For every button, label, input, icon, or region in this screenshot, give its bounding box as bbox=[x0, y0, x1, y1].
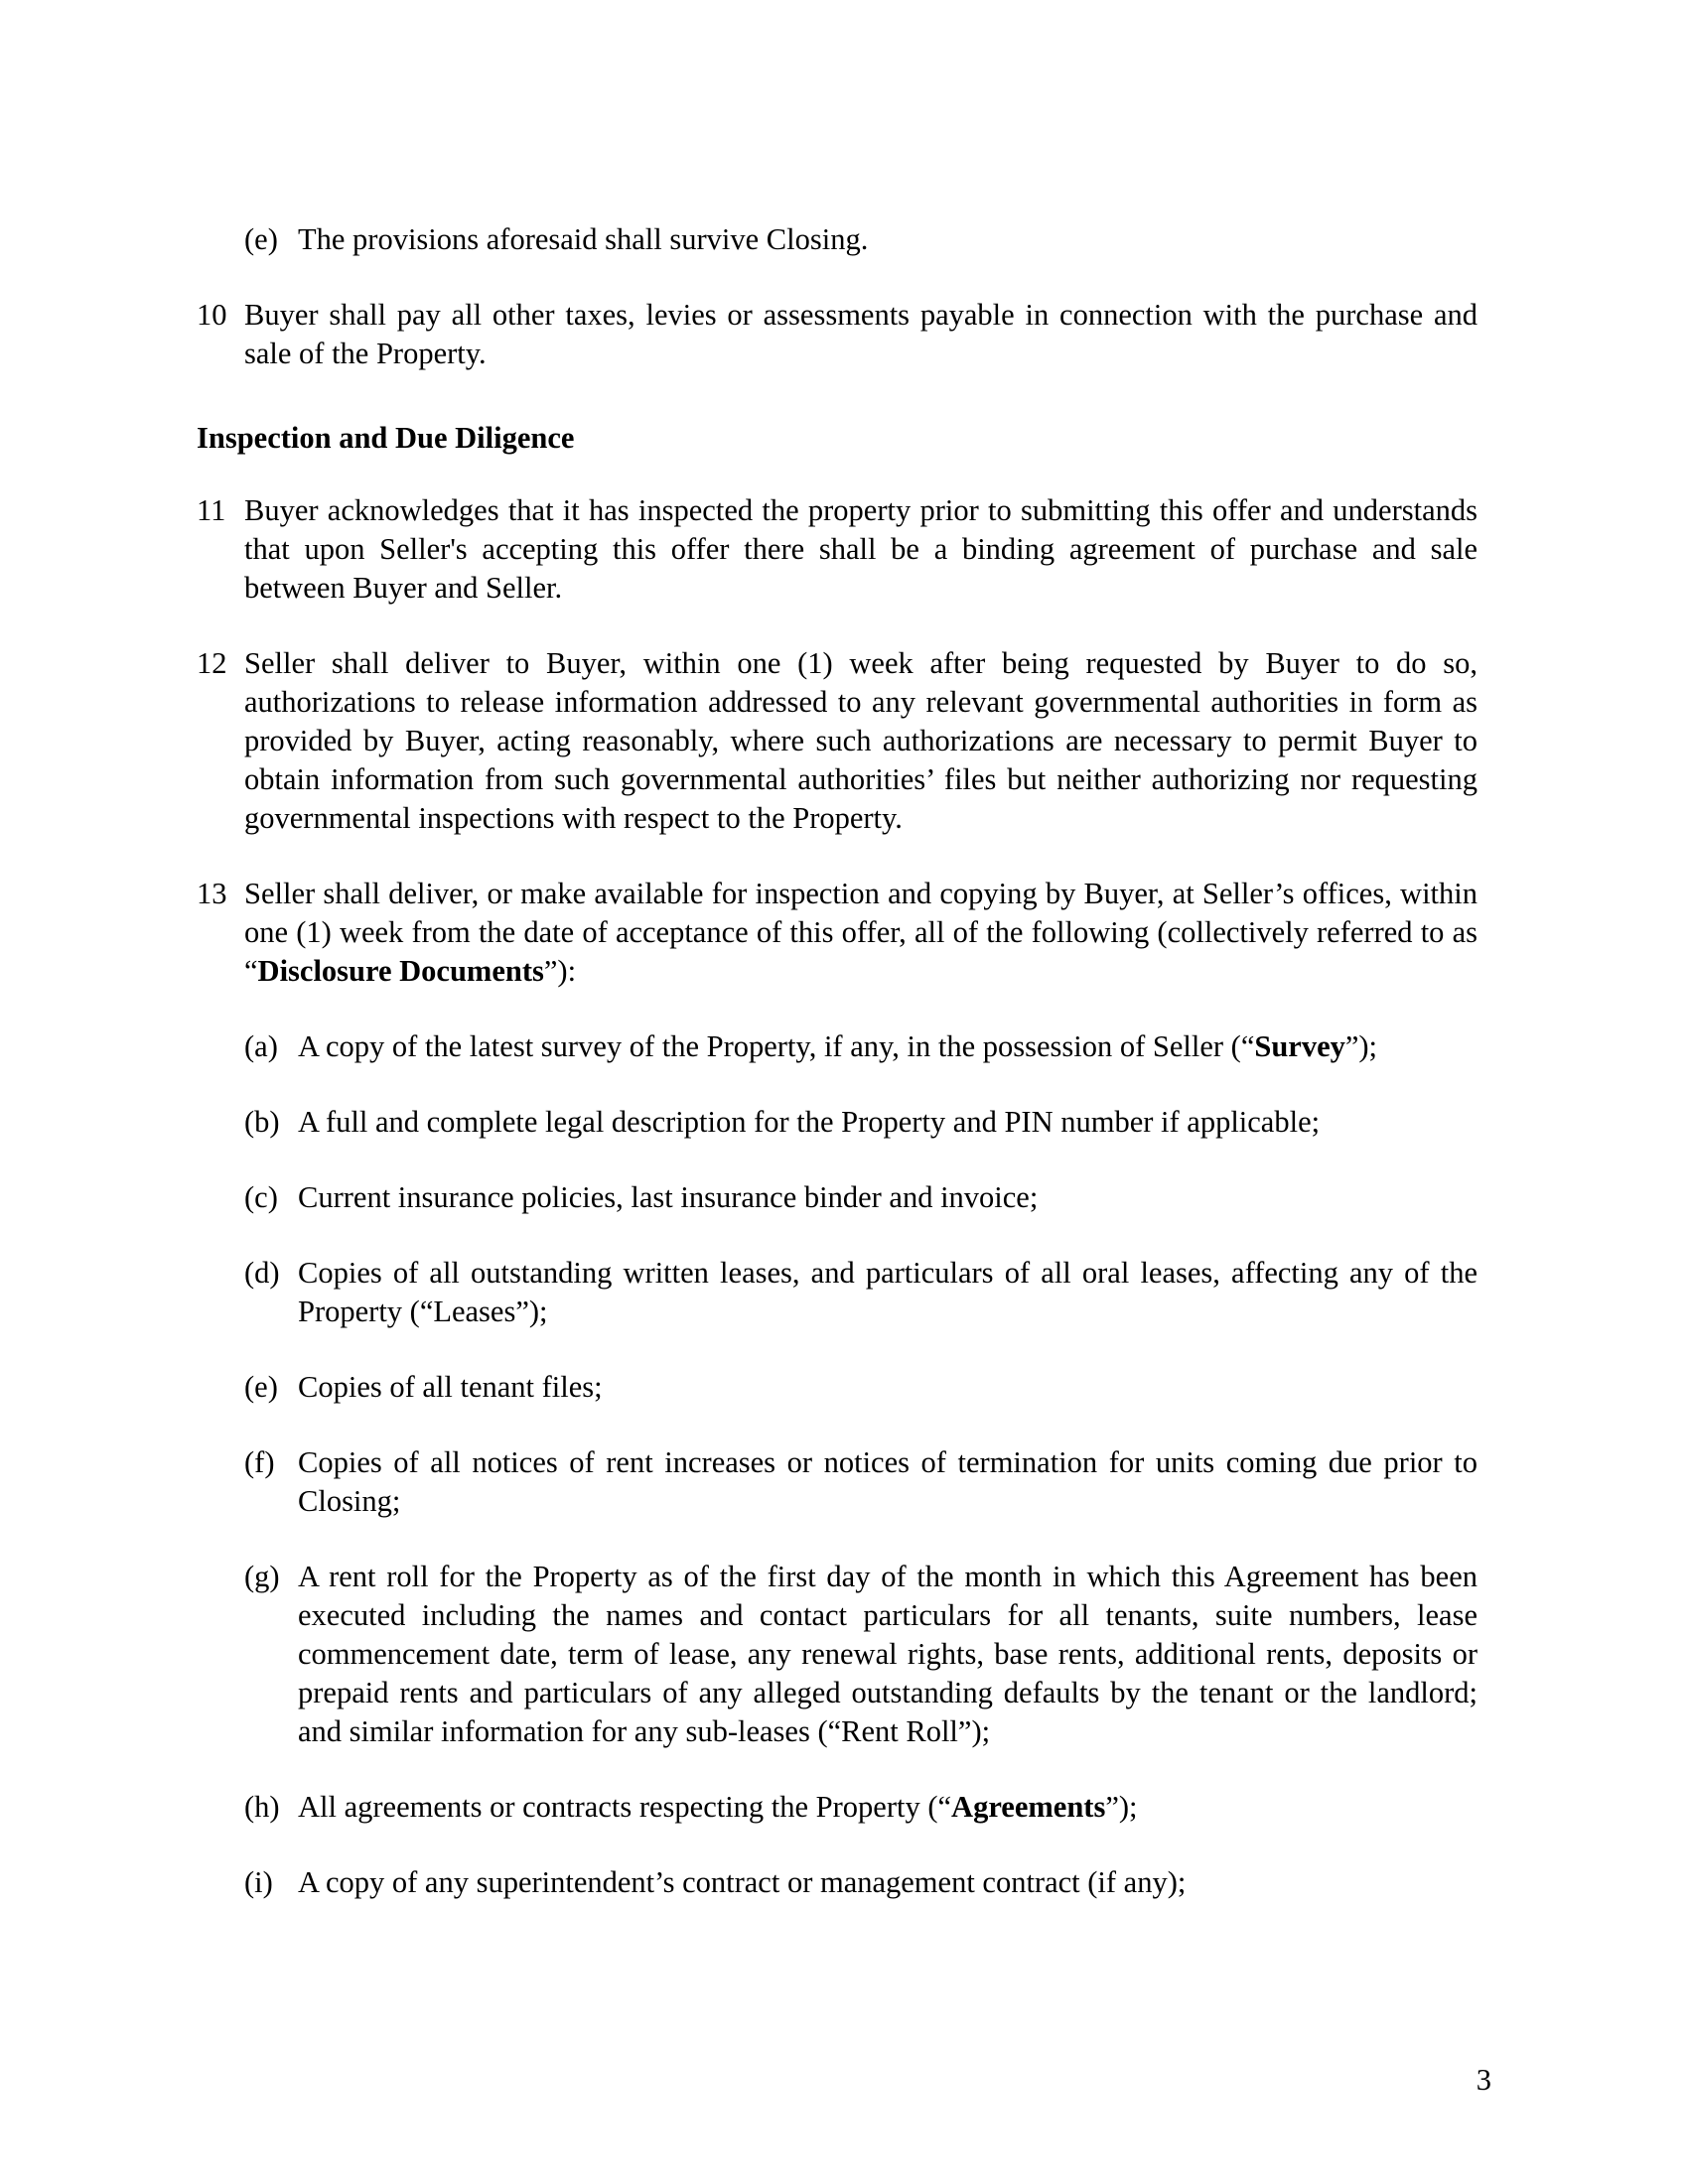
clause-marker: (d) bbox=[244, 1256, 280, 1290]
clause-11 bbox=[197, 491, 1477, 608]
page-number: 3 bbox=[1476, 2063, 1491, 2097]
defined-term: Disclosure Documents bbox=[257, 954, 544, 988]
clause-text: A full and complete legal description for the Property and PIN number if applicable; bbox=[298, 1105, 1321, 1139]
clause-text: A copy of any superintendent’s contract or management contract (if any); bbox=[298, 1865, 1187, 1899]
clause-f bbox=[244, 1443, 1477, 1521]
clause-c bbox=[244, 1178, 1477, 1217]
defined-term: Agreements bbox=[951, 1790, 1106, 1824]
clause-marker: 12 bbox=[197, 646, 227, 680]
clause-marker: 13 bbox=[197, 877, 227, 910]
clause-marker: (b) bbox=[244, 1105, 280, 1139]
clause-marker: (f) bbox=[244, 1445, 275, 1479]
clause-i bbox=[244, 1863, 1477, 1902]
clause-text bbox=[298, 1027, 1477, 1066]
clause-marker: (e) bbox=[244, 222, 278, 256]
clause-e bbox=[244, 220, 1477, 259]
clause-text: Copies of all outstanding written leases, and particulars of all oral leases, affecting any of the Property (“Leases”); bbox=[298, 1256, 1477, 1328]
clause-12 bbox=[197, 644, 1477, 838]
clause-10 bbox=[197, 296, 1477, 373]
clause-text-run: ”); bbox=[1344, 1029, 1378, 1063]
clause-g bbox=[244, 1558, 1477, 1751]
clause-text: Buyer shall pay all other taxes, levies or assessments payable in connection with the purchase and sale of the Property. bbox=[244, 298, 1477, 370]
clause-13 bbox=[197, 875, 1477, 991]
clause-b bbox=[244, 1103, 1477, 1142]
clause-text-run: All agreements or contracts respecting the Property (“ bbox=[298, 1790, 952, 1824]
clause-text: Copies of all tenant files; bbox=[298, 1370, 603, 1404]
clause-text-run: A copy of the latest survey of the Property, if any, in the possession of Seller (“ bbox=[298, 1029, 1255, 1063]
clause-text-run: ”); bbox=[1105, 1790, 1138, 1824]
document-body bbox=[197, 220, 1477, 1939]
clause-h bbox=[244, 1788, 1477, 1827]
clause-text: A rent roll for the Property as of the first day of the month in which this Agreement has been executed including the names and contact particulars for all tenants, suite numbers, lease commencement date, term of lease, any renewal rights, base rents, additional rents, deposits or prepaid rents and particulars of any alleged outstanding defaults by the tenant or the landlord; and similar information for any sub-leases (“Rent Roll”); bbox=[298, 1560, 1477, 1748]
clause-marker: (h) bbox=[244, 1790, 280, 1824]
clause-d bbox=[244, 1254, 1477, 1331]
clause-text: Seller shall deliver to Buyer, within one (1) week after being requested by Buyer to do so, authorizations to release information addressed to any relevant governmental authorities in form as provided by Buyer, acting reasonably, where such authorizations are necessary to permit Buyer to obtain information from such governmental authorities’ files but neither authorizing nor requesting governmental inspections with respect to the Property. bbox=[244, 646, 1477, 835]
clause-marker: (g) bbox=[244, 1560, 280, 1593]
clause-marker: (i) bbox=[244, 1865, 273, 1899]
clause-marker: 11 bbox=[197, 493, 226, 527]
clause-text: Buyer acknowledges that it has inspected the property prior to submitting this offer and understands that upon Seller's accepting this offer there shall be a binding agreement of purchase and sale between Buyer and Seller. bbox=[244, 493, 1477, 605]
clause-marker: (e) bbox=[244, 1370, 278, 1404]
clause-text: Current insurance policies, last insurance binder and invoice; bbox=[298, 1180, 1039, 1214]
clause-text-run: Seller shall deliver, or make available for inspection and copying by Buyer, at Seller’s offices, within one (1) week from the date of acceptance of this offer, all of the following (collectively referred to as “ bbox=[244, 877, 1477, 988]
clause-text bbox=[244, 875, 1477, 991]
clause-marker: (c) bbox=[244, 1180, 278, 1214]
clause-marker: 10 bbox=[197, 298, 227, 332]
defined-term: Survey bbox=[1254, 1029, 1345, 1063]
section-heading: Inspection and Due Diligence bbox=[197, 421, 575, 455]
clause-a bbox=[244, 1027, 1477, 1066]
clause-text bbox=[298, 1788, 1477, 1827]
clause-e bbox=[244, 1368, 1477, 1407]
clause-text: Copies of all notices of rent increases or notices of termination for units coming due prior to Closing; bbox=[298, 1445, 1477, 1518]
clause-text: The provisions aforesaid shall survive Closing. bbox=[298, 222, 869, 256]
clause-text-run: ”): bbox=[543, 954, 577, 988]
clause-marker: (a) bbox=[244, 1029, 278, 1063]
